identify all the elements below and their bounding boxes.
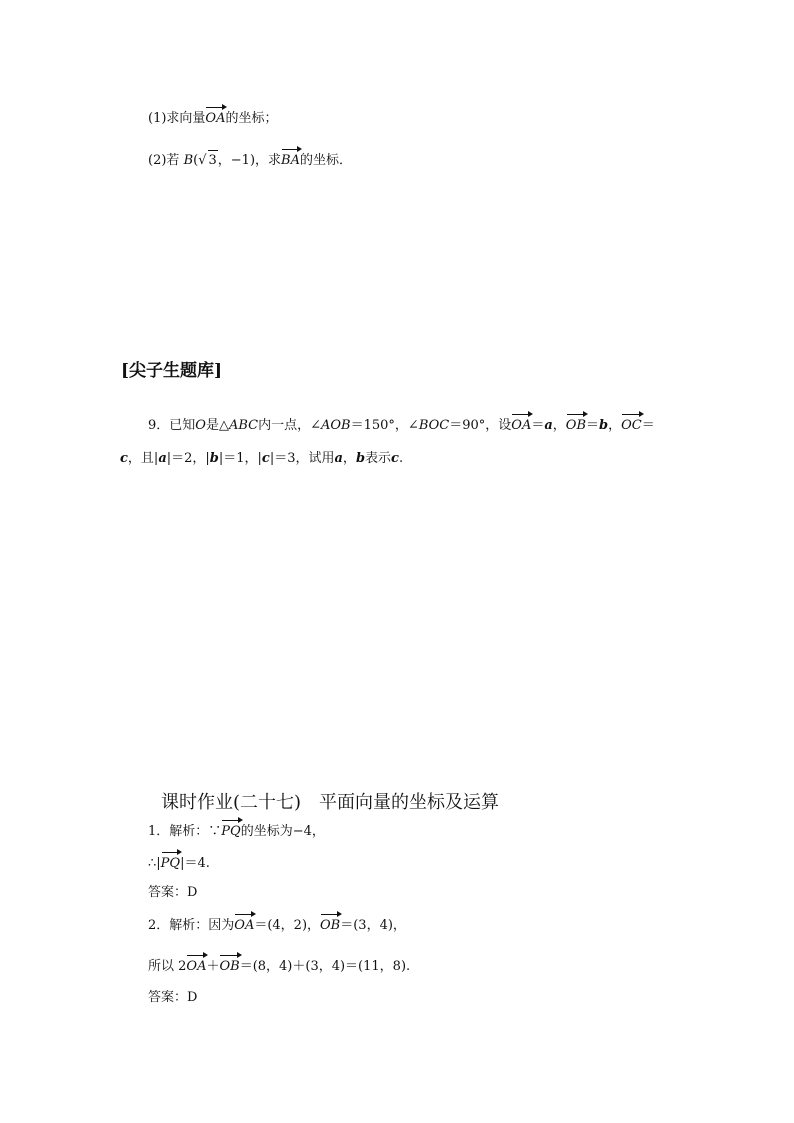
vector-b: b: [209, 451, 219, 466]
answer-text: 所以 2: [148, 959, 187, 974]
q9-text: 表示: [365, 451, 392, 466]
point-o: O: [195, 418, 206, 433]
angle-aob: AOB: [321, 418, 351, 433]
vector-ba: BA: [281, 151, 300, 171]
plus-sign: ＋: [206, 959, 220, 974]
q8-part2-prefix: (2)若: [148, 153, 184, 168]
answer-text: ＝(8，4)＋(3，4)＝(11，8).: [239, 959, 411, 974]
q9-text: ，且|: [127, 451, 159, 466]
vector-pq: PQ: [221, 822, 240, 842]
triangle-abc: ABC: [228, 418, 259, 433]
answer-text: 2．解析：因为: [148, 918, 235, 933]
answer2-result: 答案：D: [148, 990, 198, 1005]
vector-ob: OB: [566, 416, 586, 436]
q8-part2-rest: ，−1)，求: [217, 153, 282, 168]
q9-text: |＝1，|: [218, 451, 262, 466]
answer1-result: 答案：D: [148, 885, 198, 900]
vector-ob: OB: [219, 957, 239, 977]
point-b: B: [183, 153, 194, 168]
vector-a: a: [334, 451, 343, 466]
vector-ob: OB: [320, 916, 340, 936]
answer1-line2: [148, 854, 210, 874]
equals-sign: ＝: [641, 418, 655, 433]
q9-text: ，: [342, 451, 356, 466]
q9-text: 是△: [205, 418, 229, 433]
q9-text: ＝90°，设: [449, 418, 512, 433]
answer-text: |＝4.: [180, 856, 210, 871]
answer-text: 的坐标为−4，: [240, 824, 325, 839]
answer1-line1: [148, 822, 325, 842]
q9-number: 9．已知: [148, 418, 196, 433]
separator: ，: [552, 418, 566, 433]
separator: ，: [608, 418, 622, 433]
q9-text: |＝2，|: [166, 451, 210, 466]
vector-b: b: [599, 418, 609, 433]
vector-oa: OA: [511, 416, 531, 436]
q8-part1: [148, 109, 277, 129]
vector-oa: OA: [234, 916, 254, 936]
vector-a: a: [544, 418, 553, 433]
answer-text: ＝(3，4)，: [340, 918, 406, 933]
answer2-line2: [148, 957, 410, 977]
angle-boc: BOC: [418, 418, 450, 433]
vector-a: a: [158, 451, 167, 466]
vector-c: c: [391, 451, 399, 466]
vector-oa: OA: [186, 957, 206, 977]
sqrt-radicand: 3: [208, 150, 218, 171]
q9-text: .: [398, 451, 404, 466]
sqrt-sign: √: [198, 153, 207, 168]
section-heading: [尖子生题库]: [121, 361, 223, 381]
equals-sign: ＝: [531, 418, 545, 433]
answer-text: ∴|: [148, 856, 161, 871]
equals-sign: ＝: [586, 418, 600, 433]
q8-part1-prefix: (1)求向量: [148, 111, 206, 126]
q8-part1-suffix: 的坐标；: [225, 111, 278, 126]
vector-c: c: [120, 451, 128, 466]
q9-text: 内一点，∠: [258, 418, 321, 433]
vector-pq: PQ: [161, 854, 180, 874]
q8-part2-suffix: 的坐标．: [299, 153, 352, 168]
q8-part2-open: (: [193, 153, 199, 168]
answer-section-title: 课时作业(二十七) 平面向量的坐标及运算: [161, 792, 500, 813]
q8-part2: [148, 150, 352, 171]
q9-line1: [148, 416, 655, 436]
answer-text: ＝(4，2)，: [254, 918, 321, 933]
vector-oa: OA: [205, 109, 225, 129]
vector-b: b: [355, 451, 366, 466]
vector-c: c: [261, 451, 270, 466]
answer-text: 1．解析：∵: [148, 824, 222, 839]
q9-text: |＝3，试用: [269, 451, 335, 466]
vector-oc: OC: [621, 416, 642, 436]
q9-text: ＝150°，∠: [350, 418, 419, 433]
answer2-line1: [148, 916, 406, 936]
q9-line2: [120, 449, 403, 469]
